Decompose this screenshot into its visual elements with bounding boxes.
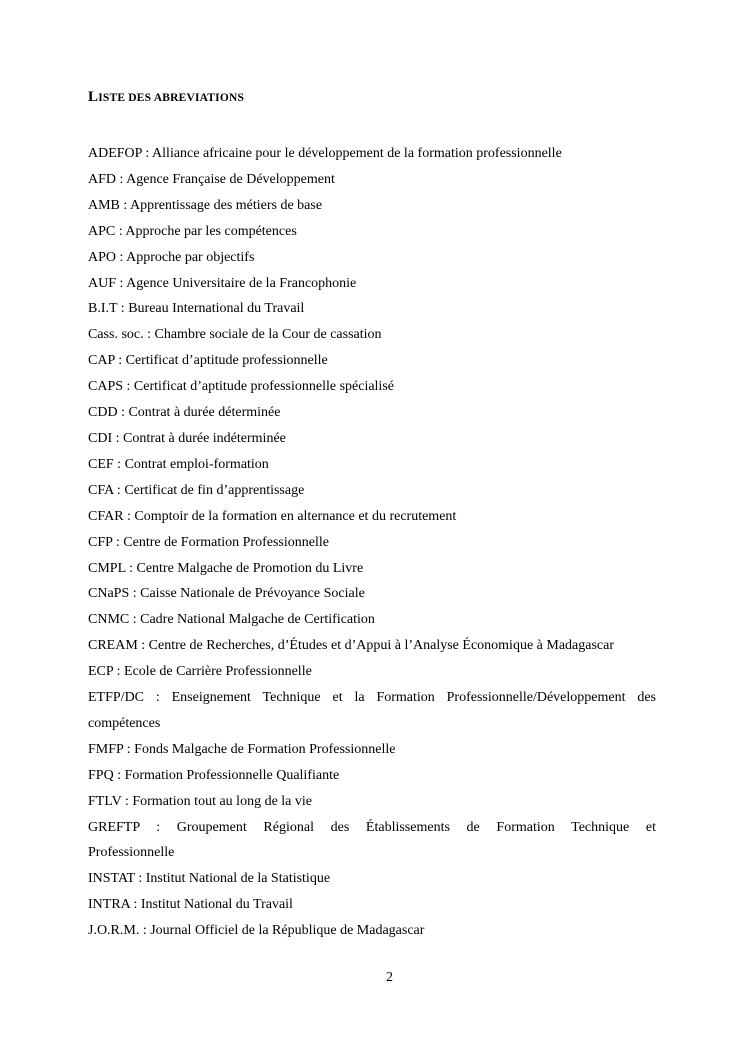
list-item: FTLV : Formation tout au long de la vie xyxy=(88,793,312,809)
list-item: CFA : Certificat de fin d’apprentissage xyxy=(88,482,305,498)
list-item: CDI : Contrat à durée indéterminée xyxy=(88,430,286,446)
list-item: FMFP : Fonds Malgache de Formation Professionnelle xyxy=(88,741,396,757)
list-item: AMB : Apprentissage des métiers de base xyxy=(88,197,323,213)
list-item: CAP : Certificat d’aptitude professionnelle xyxy=(88,353,328,369)
list-item: CAPS : Certificat d’aptitude professionnelle spécialisé xyxy=(88,379,394,395)
list-item: APO : Approche par objectifs xyxy=(88,249,255,265)
list-item: CFP : Centre de Formation Professionnelle xyxy=(88,534,329,550)
list-item: INSTAT : Institut National de la Statistique xyxy=(88,871,331,887)
list-item-line: ETFP/DC : Enseignement Technique et la Formation Professionnelle/Développement des xyxy=(88,690,656,706)
list-item: CMPL : Centre Malgache de Promotion du Livre xyxy=(88,560,364,576)
list-item: FPQ : Formation Professionnelle Qualifiante xyxy=(88,767,340,783)
title-rest: ISTE DES ABREVIATIONS xyxy=(98,92,245,104)
list-item: INTRA : Institut National du Travail xyxy=(88,897,293,913)
abbreviation-list xyxy=(88,141,656,944)
list-item: APC : Approche par les compétences xyxy=(88,223,297,239)
list-item: AFD : Agence Française de Développement xyxy=(88,171,335,187)
list-item-line: GREFTP : Groupement Régional des Établissements de Formation Technique et xyxy=(88,819,656,835)
list-item: B.I.T : Bureau International du Travail xyxy=(88,301,305,317)
page-number: 2 xyxy=(386,970,393,985)
page-title xyxy=(88,89,244,106)
list-item: ECP : Ecole de Carrière Professionnelle xyxy=(88,664,312,680)
list-item: CREAM : Centre de Recherches, d’Études et d’Appui à l’Analyse Économique à Madagascar xyxy=(88,638,614,654)
title-first-letter: L xyxy=(88,89,99,105)
list-item: CNaPS : Caisse Nationale de Prévoyance Sociale xyxy=(88,586,365,602)
list-item: AUF : Agence Universitaire de la Francophonie xyxy=(88,275,357,291)
list-item-greftp xyxy=(88,815,656,867)
list-item-etfp xyxy=(88,685,656,737)
list-item: CFAR : Comptoir de la formation en alternance et du recrutement xyxy=(88,508,457,524)
list-item: Cass. soc. : Chambre sociale de la Cour de cassation xyxy=(88,327,382,343)
list-item: CEF : Contrat emploi-formation xyxy=(88,456,269,472)
list-item: J.O.R.M. : Journal Officiel de la République de Madagascar xyxy=(88,923,425,939)
list-item: CDD : Contrat à durée déterminée xyxy=(88,405,281,421)
list-item-line: compétences xyxy=(88,715,161,731)
list-item: ADEFOP : Alliance africaine pour le développement de la formation professionnelle xyxy=(88,146,562,161)
list-item-line: Professionnelle xyxy=(88,845,175,861)
list-item: CNMC : Cadre National Malgache de Certification xyxy=(88,612,375,628)
